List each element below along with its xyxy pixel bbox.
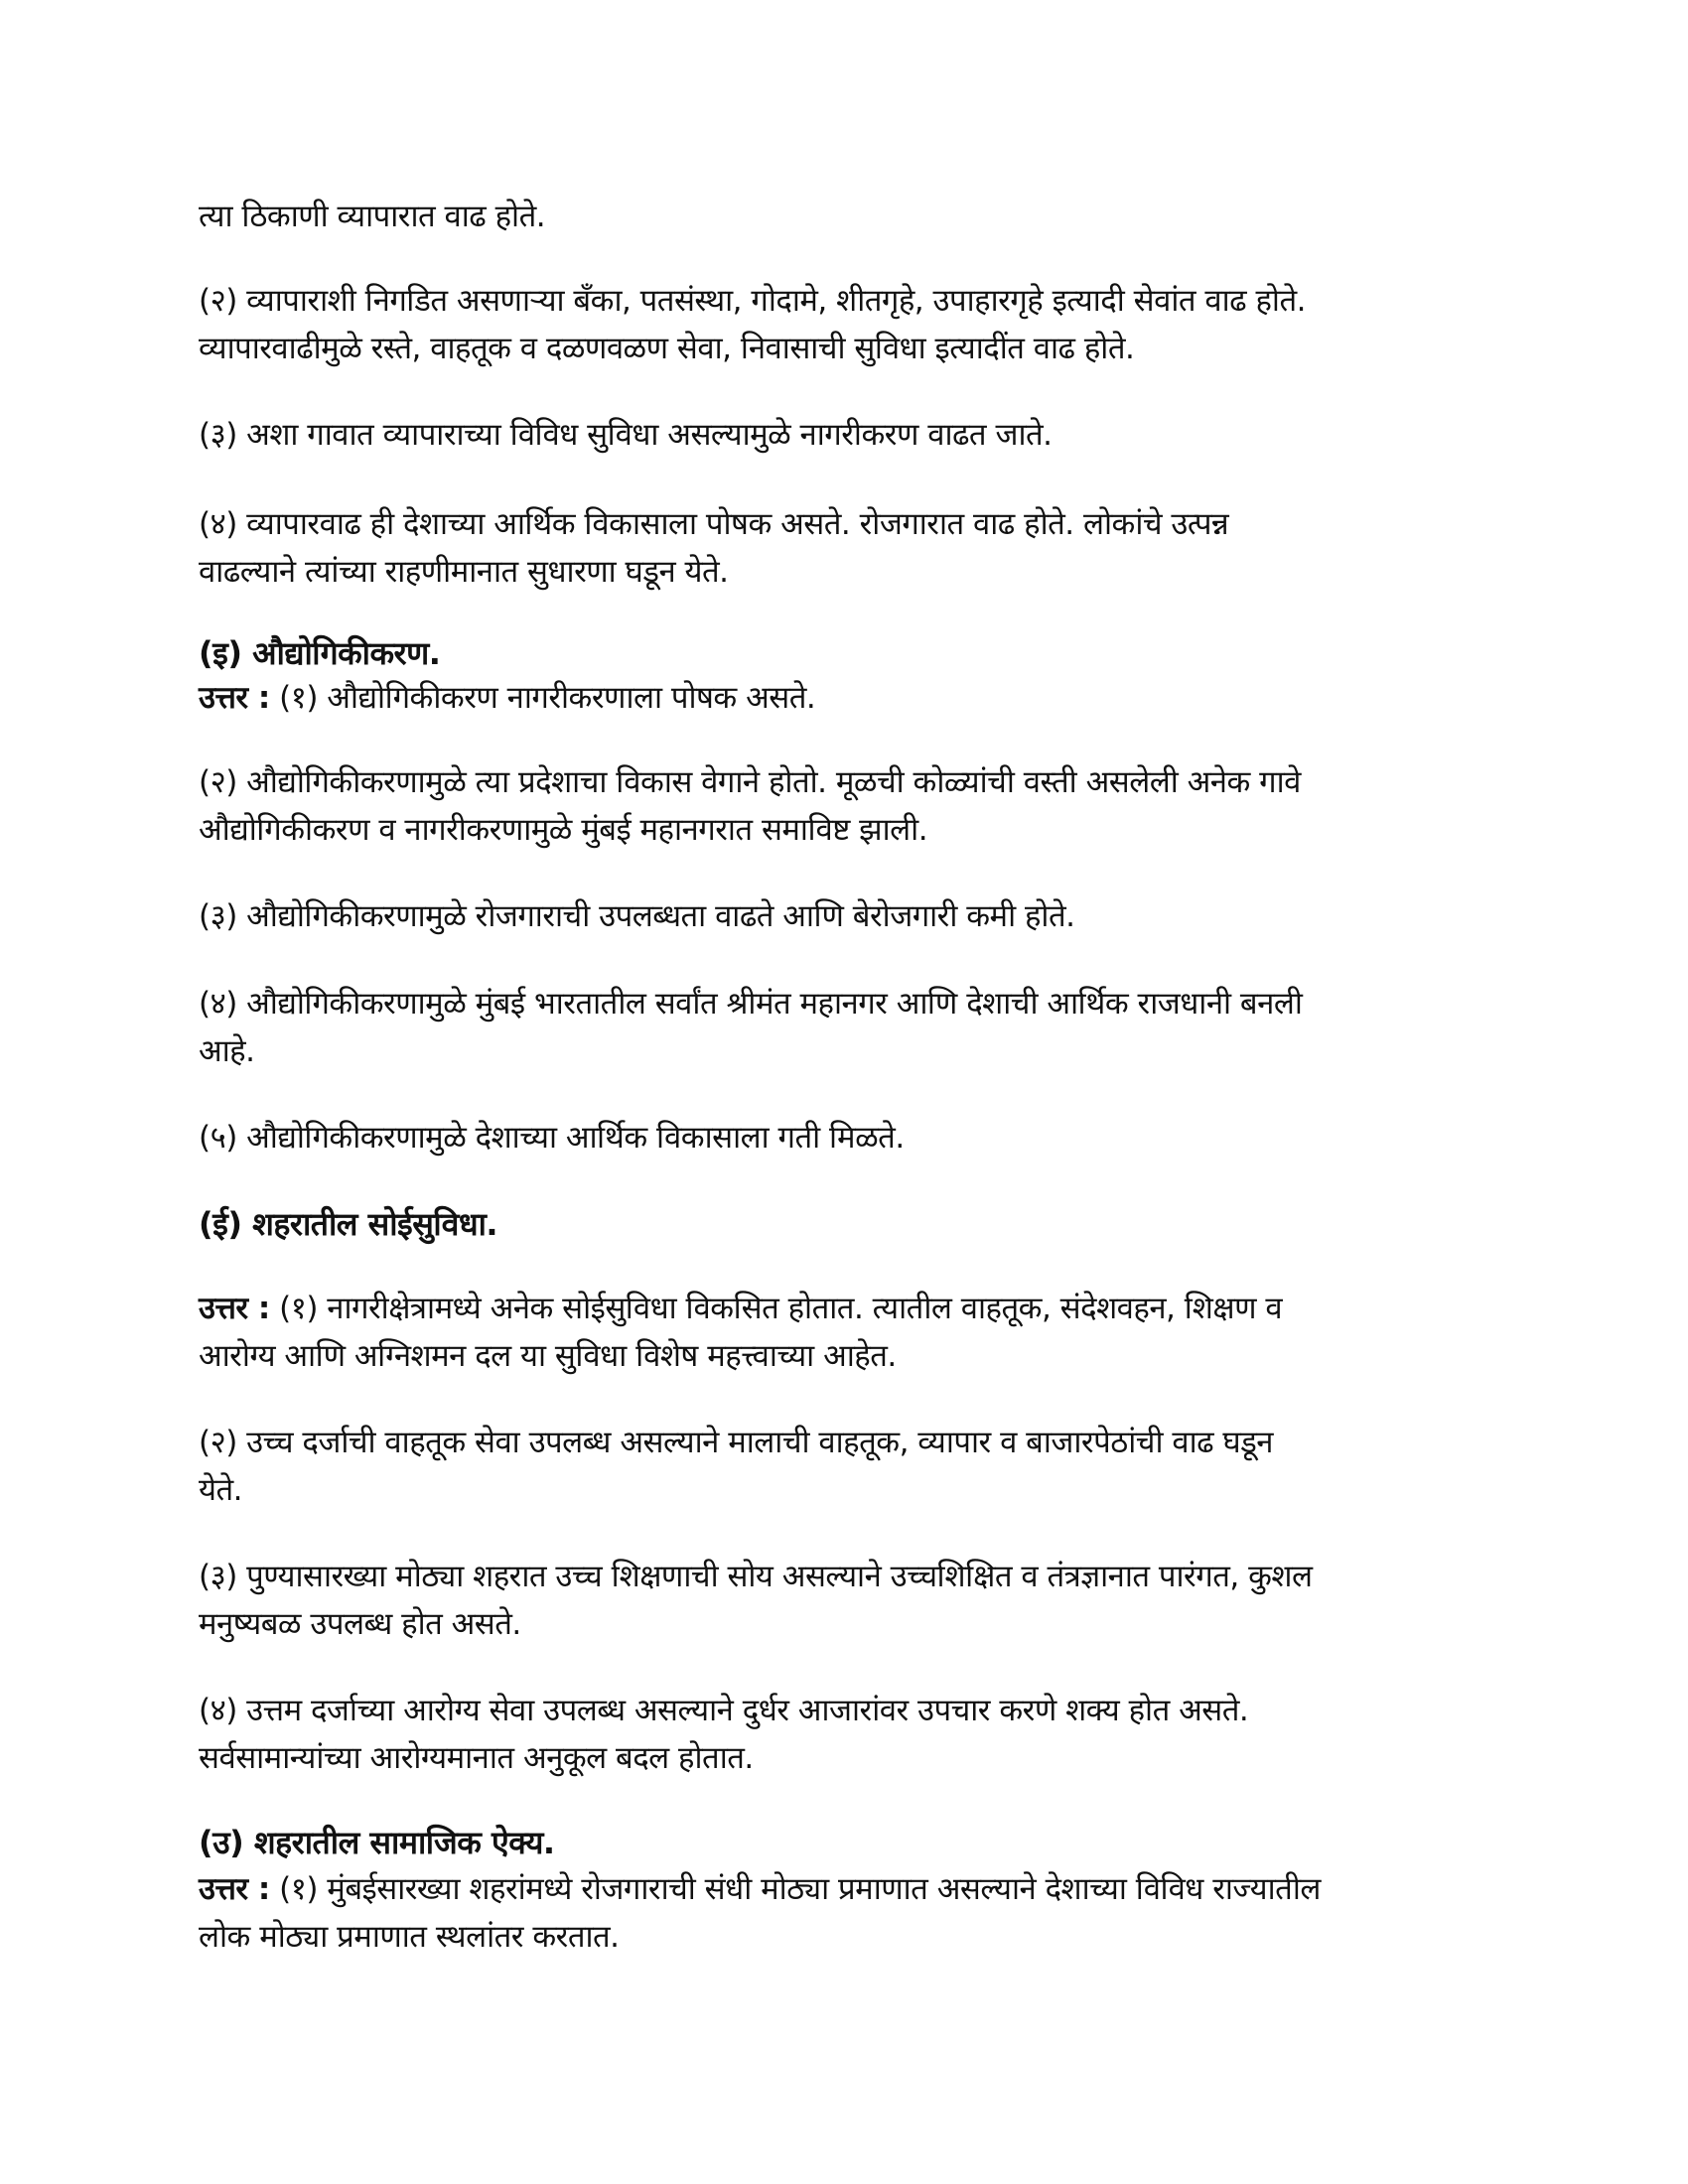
- answer-label: उत्तर :: [199, 1871, 270, 1907]
- section-heading-amenities: (ई) शहरातील सोईसुविधा.: [199, 1205, 498, 1243]
- trade-point-2-line-1: (२) व्यापाराशी निगडित असणाऱ्या बँका, पतसंस्था, गोदामे, शीतगृहे, उपाहारगृहे इत्यादी सेवांत वाढ होते.: [199, 283, 1306, 319]
- answer-text: (१) नागरीक्षेत्रामध्ये अनेक सोईसुविधा विकसित होतात. त्यातील वाहतूक, संदेशवहन, शिक्षण व: [279, 1291, 1283, 1326]
- amenities-answer-1-line-2: आरोग्य आणि अग्निशमन दल या सुविधा विशेष महत्त्वाच्या आहेत.: [199, 1338, 897, 1374]
- trade-point-3-line-1: (३) अशा गावात व्यापाराच्या विविध सुविधा असल्यामुळे नागरीकरण वाढत जाते.: [199, 417, 1053, 453]
- industrialization-point-3-line-1: (३) औद्योगिकीकरणामुळे रोजगाराची उपलब्धता वाढते आणि बेरोजगारी कमी होते.: [199, 898, 1075, 934]
- amenities-point-4-line-2: सर्वसामान्यांच्या आरोग्यमानात अनुकूल बदल होतात.: [199, 1740, 754, 1776]
- intro-line: त्या ठिकाणी व्यापारात वाढ होते.: [199, 199, 546, 234]
- social-unity-answer-1-line-2: लोक मोठ्या प्रमाणात स्थलांतर करतात.: [199, 1919, 620, 1955]
- trade-point-2-line-2: व्यापारवाढीमुळे रस्ते, वाहतूक व दळणवळण सेवा, निवासाची सुविधा इत्यादींत वाढ होते.: [199, 331, 1135, 366]
- answer-label: उत्तर :: [199, 680, 270, 716]
- trade-point-4-line-1: (४) व्यापारवाढ ही देशाच्या आर्थिक विकासाला पोषक असते. रोजगारात वाढ होते. लोकांचे उत्पन्न: [199, 506, 1229, 542]
- industrialization-point-2-line-2: औद्योगिकीकरण व नागरीकरणामुळे मुंबई महानगरात समाविष्ट झाली.: [199, 812, 928, 848]
- social-unity-answer-1-line-1: [199, 1869, 1509, 1909]
- industrialization-point-4-line-2: आहे.: [199, 1033, 255, 1069]
- amenities-point-4-line-1: (४) उत्तम दर्जाच्या आरोग्य सेवा उपलब्ध असल्याने दुर्धर आजारांवर उपचार करणे शक्य होत असते.: [199, 1693, 1249, 1728]
- industrialization-point-4-line-1: (४) औद्योगिकीकरणामुळे मुंबई भारतातील सर्वांत श्रीमंत महानगर आणि देशाची आर्थिक राजधानी बनली: [199, 986, 1303, 1022]
- amenities-point-2-line-2: येते.: [199, 1472, 243, 1508]
- trade-point-4-line-2: वाढल्याने त्यांच्या राहणीमानात सुधारणा घडून येते.: [199, 554, 729, 590]
- industrialization-point-2-line-1: (२) औद्योगिकीकरणामुळे त्या प्रदेशाचा विकास वेगाने होतो. मूळची कोळ्यांची वस्ती असलेली अनेक गावे: [199, 764, 1301, 800]
- amenities-point-3-line-1: (३) पुण्यासारख्या मोठ्या शहरात उच्च शिक्षणाची सोय असल्याने उच्चशिक्षित व तंत्रज्ञानात पारंगत, कुशल: [199, 1559, 1313, 1594]
- amenities-answer-1-line-1: [199, 1289, 1509, 1328]
- amenities-point-3-line-2: मनुष्यबळ उपलब्ध होत असते.: [199, 1606, 521, 1642]
- answer-label: उत्तर :: [199, 1291, 270, 1326]
- industrialization-point-5-line-1: (५) औद्योगिकीकरणामुळे देशाच्या आर्थिक विकासाला गती मिळते.: [199, 1120, 905, 1156]
- answer-text: (१) मुंबईसारख्या शहरांमध्ये रोजगाराची संधी मोठ्या प्रमाणात असल्याने देशाच्या विविध राज्यातील: [279, 1871, 1321, 1907]
- section-heading-industrialization: (इ) औद्योगिकीकरण.: [199, 634, 441, 672]
- section-heading-social-unity: (उ) शहरातील सामाजिक ऐक्य.: [199, 1824, 555, 1861]
- industrialization-answer-1: [199, 678, 1509, 718]
- amenities-point-2-line-1: (२) उच्च दर्जाची वाहतूक सेवा उपलब्ध असल्याने मालाची वाहतूक, व्यापार व बाजारपेठांची वाढ घडून: [199, 1425, 1274, 1460]
- answer-text: (१) औद्योगिकीकरण नागरीकरणाला पोषक असते.: [279, 680, 816, 716]
